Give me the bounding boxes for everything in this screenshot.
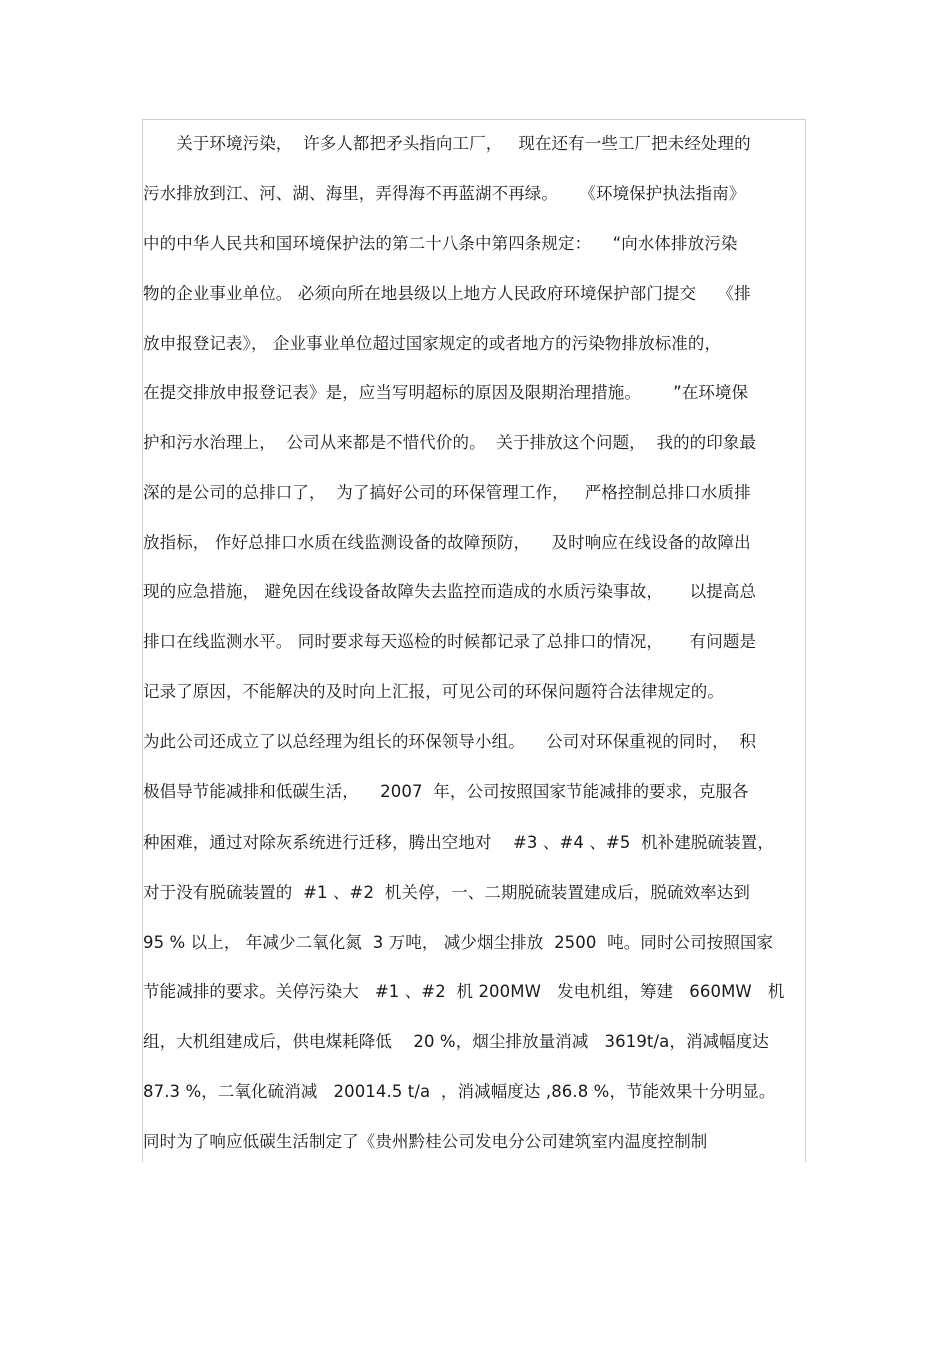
text-line: 现的应急措施， 避免因在线设备故障失去监控而造成的水质污染事故， 以提高总 [143,582,757,601]
text-line: 污水排放到江、河、湖、海里，弄得海不再蓝湖不再绿。 《环境保护执法指南》 [143,184,746,203]
text-line: 87.3 %，二氧化硫消减 20014.5 t/a ，消减幅度达 ,86.8 %，节能效果十分明显。 [143,1082,776,1101]
text-line: 排口在线监测水平。 同时要求每天巡检的时候都记录了总排口的情况， 有问题是 [143,632,757,651]
text-line: 同时为了响应低碳生活制定了《贵州黔桂公司发电分公司建筑室内温度控制制 [143,1132,708,1151]
text-line: 中的中华人民共和国环境保护法的第二十八条中第四条规定： “向水体排放污染 [143,234,738,253]
text-line: 关于环境污染， 许多人都把矛头指向工厂， 现在还有一些工厂把未经处理的 [143,134,751,153]
text-line: 节能减排的要求。关停污染大 #1 、#2 机 200MW 发电机组，筹建 660MW 机 [143,982,785,1001]
text-line: 95 % 以上， 年减少二氧化氮 3 万吨， 减少烟尘排放 2500 吨。同时公司按照国家 [143,933,774,952]
text-line: 放申报登记表》， 企业事业单位超过国家规定的或者地方的污染物排放标准的， [143,334,722,353]
text-line: 对于没有脱硫装置的 #1 、#2 机关停，一、二期脱硫装置建成后，脱硫效率达到 [143,883,750,902]
text-line: 深的是公司的总排口了， 为了搞好公司的环保管理工作， 严格控制总排口水质排 [143,483,751,502]
text-line: 种困难，通过对除灰系统进行迁移，腾出空地对 #3 、#4 、#5 机补建脱硫装置， [143,833,774,852]
text-line: 护和污水治理上， 公司从来都是不惜代价的。 关于排放这个问题， 我的的印象最 [143,433,757,452]
text-line: 在提交排放申报登记表》是，应当写明超标的原因及限期治理措施。 ”在环境保 [143,383,749,402]
text-line: 物的企业事业单位。 必须向所在地县级以上地方人民政府环境保护部门提交 《排 [143,284,751,303]
text-line: 极倡导节能减排和低碳生活， 2007 年，公司按照国家节能减排的要求，克服各 [143,782,749,801]
text-line: 为此公司还成立了以总经理为组长的环保领导小组。 公司对环保重视的同时， 积 [143,732,757,751]
text-line: 记录了原因，不能解决的及时向上汇报，可见公司的环保问题符合法律规定的。 [143,682,724,701]
text-line: 组，大机组建成后，供电煤耗降低 20 %，烟尘排放量消减 3619t/a，消减幅度达 [143,1032,769,1051]
text-line: 放指标， 作好总排口水质在线监测设备的故障预防， 及时响应在线设备的故障出 [143,533,751,552]
